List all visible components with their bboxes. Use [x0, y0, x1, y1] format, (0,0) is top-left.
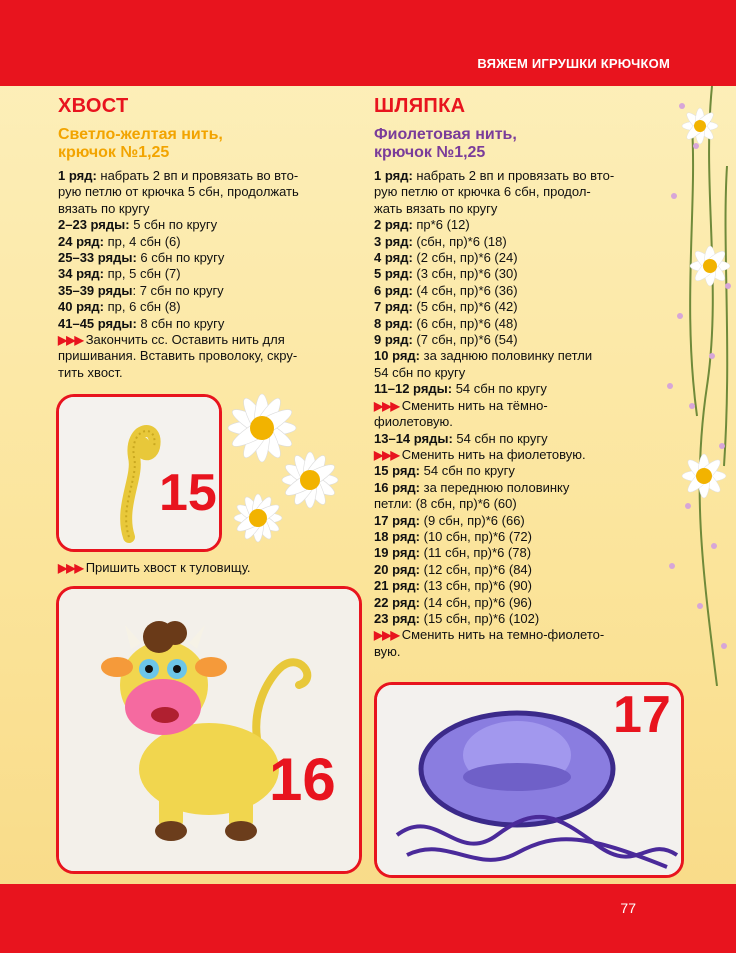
row-text: 6 сбн по кругу: [136, 250, 225, 266]
row-text: (4 сбн, пр)*6 (36): [412, 282, 518, 298]
row-text: рую петлю от крючка 5 сбн, продолжать: [58, 184, 299, 200]
row-label: 22 ряд:: [374, 594, 421, 610]
row-text: Сменить нить на фиолетовую.: [401, 446, 586, 462]
hat-instructions: [374, 168, 664, 660]
row-label: 1 ряд:: [374, 168, 413, 183]
row-text: пр, 4 сбн (6): [104, 233, 181, 249]
instruction-line: [374, 644, 664, 660]
row-text: набрать 2 вп и провязать во вто-: [96, 168, 299, 183]
row-text: (2 сбн, пр)*6 (24): [412, 250, 518, 266]
row-text: 54 сбн по кругу: [420, 463, 515, 479]
row-label: 10 ряд:: [374, 348, 421, 364]
tail-instructions: [58, 168, 358, 332]
hat-title: ШЛЯПКА: [374, 95, 466, 117]
instruction-line: [374, 611, 664, 627]
hat-subtitle-line: Фиолетовая нить,: [374, 126, 517, 143]
note-line: ▶▶▶ Закончить сс. Оставить нить для: [58, 332, 285, 348]
row-text: : 7 сбн по кругу: [132, 282, 224, 298]
row-text: (5 сбн, пр)*6 (42): [412, 299, 518, 315]
row-text: (12 сбн, пр)*6 (84): [420, 561, 532, 577]
header-band: [0, 0, 736, 86]
figure-number-17: 17: [613, 686, 671, 744]
instruction-line: [374, 463, 664, 479]
instruction-line: [374, 414, 664, 430]
row-label: 1 ряд:: [58, 168, 97, 183]
row-text: (15 сбн, пр)*6 (102): [420, 610, 540, 626]
note-line: пришивания. Вставить проволоку, скру-: [58, 348, 298, 364]
photo-hat: [374, 682, 684, 878]
tail-subtitle: [58, 126, 358, 162]
note-line: тить хвост.: [58, 364, 123, 380]
instruction-line: [58, 234, 358, 250]
row-text: 5 сбн по кругу: [129, 217, 218, 233]
row-label: 11–12 ряды:: [374, 381, 453, 397]
row-text: 54 сбн по кругу: [452, 381, 547, 397]
instruction-line: [58, 316, 358, 332]
footer-band: [0, 884, 736, 953]
instruction-line: [374, 234, 664, 250]
hat-subtitle-line: крючок №1,25: [374, 144, 486, 161]
arrows-icon: ▶▶▶: [58, 333, 83, 348]
hat-section: [374, 94, 664, 660]
instruction-line: [58, 217, 358, 233]
row-label: 41–45 ряды:: [58, 315, 137, 331]
row-text: фиолетовую.: [374, 414, 453, 430]
row-label: 8 ряд:: [374, 315, 413, 331]
row-text: 8 сбн по кругу: [136, 315, 225, 331]
row-text: 54 сбн по кругу: [452, 430, 548, 446]
row-text: петли: (8 сбн, пр)*6 (60): [374, 496, 517, 512]
tail-title: ХВОСТ: [58, 95, 129, 117]
instruction-line: [374, 201, 664, 217]
caption-15: ▶▶▶ Пришить хвост к туловищу.: [58, 560, 251, 575]
tail-subtitle-line: Светло-желтая нить,: [58, 126, 223, 143]
instruction-line: [58, 266, 358, 282]
row-text: (6 сбн, пр)*6 (48): [412, 315, 518, 331]
instruction-line: [374, 184, 664, 200]
row-text: вую.: [374, 643, 401, 659]
row-text: пр, 5 сбн (7): [104, 266, 181, 282]
row-label: 16 ряд:: [374, 479, 421, 495]
page-number: 77: [620, 900, 636, 916]
figure-number-16: 16: [269, 746, 336, 813]
row-text: за переднюю половинку: [420, 479, 570, 495]
instruction-line: [374, 266, 664, 282]
instruction-line: [374, 513, 664, 529]
row-label: 6 ряд:: [374, 282, 413, 298]
instruction-line: [374, 283, 664, 299]
instruction-line: [374, 348, 664, 364]
instruction-line: [58, 250, 358, 266]
row-label: 9 ряд:: [374, 332, 413, 348]
row-text: (9 сбн, пр)*6 (66): [420, 512, 525, 528]
daisies-decoration: [214, 388, 354, 548]
tail-note: [58, 332, 358, 381]
row-text: (10 сбн, пр)*6 (72): [420, 528, 532, 544]
instruction-line: [374, 431, 664, 447]
instruction-line: [374, 316, 664, 332]
instruction-line: [374, 365, 664, 381]
row-text: (3 сбн, пр)*6 (30): [412, 266, 518, 282]
instruction-line: [374, 168, 664, 184]
photo-tail: [56, 394, 222, 552]
row-label: 3 ряд:: [374, 233, 413, 249]
instruction-line: [58, 201, 358, 217]
instruction-line: [374, 578, 664, 594]
instruction-line: [374, 299, 664, 315]
instruction-line: [374, 529, 664, 545]
instruction-line: [374, 545, 664, 561]
row-label: 2 ряд:: [374, 217, 413, 233]
row-text: пр*6 (12): [412, 217, 470, 233]
instruction-line: [374, 496, 664, 512]
instruction-line: [58, 184, 358, 200]
row-text: жать вязать по кругу: [374, 200, 498, 216]
row-text: рую петлю от крючка 6 сбн, продол-: [374, 184, 591, 200]
arrows-icon: ▶▶▶: [374, 628, 399, 643]
row-text: (13 сбн, пр)*6 (90): [420, 578, 532, 594]
instruction-line: [374, 562, 664, 578]
row-label: 13–14 ряды:: [374, 430, 453, 446]
row-label: 19 ряд:: [374, 545, 421, 561]
tail-subtitle-line: крючок №1,25: [58, 144, 170, 161]
row-text: Сменить нить на темно-фиолето-: [401, 627, 605, 643]
tail-section: [58, 94, 358, 381]
row-label: 24 ряд:: [58, 233, 105, 249]
instruction-line: [58, 283, 358, 299]
photo-cow: [56, 586, 362, 874]
instruction-line: [374, 480, 664, 496]
instruction-line: [374, 332, 664, 348]
row-label: 2–23 ряды:: [58, 217, 130, 233]
row-label: 21 ряд:: [374, 578, 421, 594]
row-text: вязать по кругу: [58, 200, 150, 216]
row-label: 18 ряд:: [374, 528, 421, 544]
instruction-line: [374, 250, 664, 266]
row-text: (11 сбн, пр)*6 (78): [420, 545, 532, 561]
row-label: 25–33 ряды:: [58, 250, 137, 266]
row-text: (сбн, пр)*6 (18): [412, 233, 507, 249]
arrows-icon: ▶▶▶: [58, 561, 83, 575]
instruction-line: [374, 595, 664, 611]
row-label: 15 ряд:: [374, 463, 421, 479]
row-label: 4 ряд:: [374, 250, 413, 266]
instruction-line: [58, 299, 358, 315]
row-text: (7 сбн, пр)*6 (54): [412, 332, 518, 348]
row-text: 54 сбн по кругу: [374, 364, 466, 380]
arrows-icon: ▶▶▶: [374, 398, 399, 413]
instruction-line: [374, 217, 664, 233]
instruction-line: [374, 381, 664, 397]
row-label: 35–39 ряды: [58, 282, 133, 298]
row-text: (14 сбн, пр)*6 (96): [420, 594, 532, 610]
hat-subtitle: [374, 126, 664, 162]
row-label: 23 ряд:: [374, 610, 421, 626]
row-label: 7 ряд:: [374, 299, 413, 315]
instruction-line: [374, 398, 664, 414]
row-label: 17 ряд:: [374, 512, 421, 528]
row-text: пр, 6 сбн (8): [104, 299, 181, 315]
instruction-line: [58, 168, 358, 184]
instruction-line: [374, 627, 664, 643]
row-text: набрать 2 вп и провязать во вто-: [412, 168, 615, 183]
instruction-line: [374, 447, 664, 463]
header-title: ВЯЖЕМ ИГРУШКИ КРЮЧКОМ: [477, 56, 670, 71]
row-text: Сменить нить на тёмно-: [401, 397, 548, 413]
row-label: 20 ряд:: [374, 561, 421, 577]
row-text: за заднюю половинку петли: [420, 348, 593, 364]
flowers-decoration: [652, 86, 736, 686]
row-label: 34 ряд:: [58, 266, 105, 282]
row-label: 40 ряд:: [58, 299, 105, 315]
arrows-icon: ▶▶▶: [374, 447, 399, 462]
row-label: 5 ряд:: [374, 266, 413, 282]
figure-number-15: 15: [159, 464, 217, 522]
